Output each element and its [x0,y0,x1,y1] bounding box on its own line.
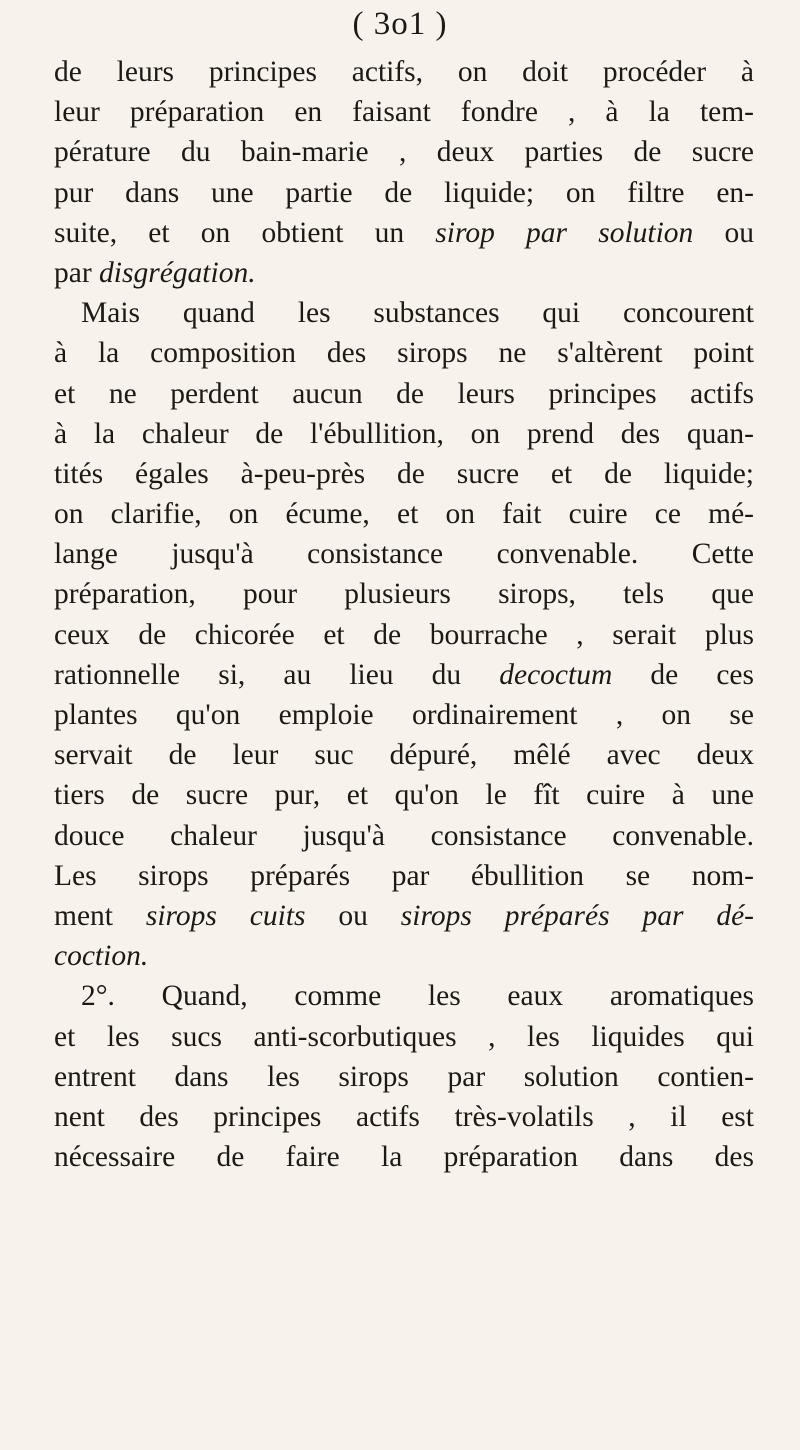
text-span: Les sirops préparés par ébullition se nom- [54,859,754,892]
body-text [54,52,754,1177]
text-line [54,655,754,695]
text-line [54,132,754,172]
text-span: tités égales à-peu-près de sucre et de liquide; [54,457,754,490]
italic-text: sirops cuits [145,899,306,932]
italic-text: sirop par solution [435,216,694,249]
text-span: de leurs principes actifs, on doit procéder à [54,56,754,88]
text-span: douce chaleur jusqu'à consistance convenable. [54,819,754,852]
text-span: servait de leur suc dépuré, mêlé avec deux [54,739,754,772]
text-span: pérature du bain-marie , deux parties de sucre [54,136,754,169]
text-span: leur préparation en faisant fondre , à la tem- [54,96,754,129]
text-line [54,52,754,92]
text-line [54,1137,754,1177]
text-line [54,293,754,333]
text-span: par [54,256,100,289]
text-line [54,414,754,454]
text-span: entrent dans les sirops par solution contien- [54,1060,754,1093]
text-span: à la chaleur de l'ébullition, on prend des quan- [54,417,754,450]
text-line [54,494,754,534]
text-line [54,1097,754,1137]
text-line [54,374,754,414]
italic-text: coction. [54,940,149,973]
italic-text: sirops préparés par dé- [400,899,754,932]
text-span: ou [693,216,755,249]
text-span: ment [54,899,146,932]
text-line [54,816,754,856]
text-line [54,695,754,735]
text-span: ou [305,899,401,932]
text-line [54,454,754,494]
text-line [54,735,754,775]
italic-text: disgrégation. [99,256,256,289]
text-span: de ces [612,658,754,691]
text-line [54,936,754,976]
text-line [54,574,754,614]
text-line [54,173,754,213]
text-line [54,333,754,373]
text-line [54,1057,754,1097]
page-number: ( 3o1 ) [352,6,448,42]
text-line [54,775,754,815]
text-span: nécessaire de faire la préparation dans des [54,1141,754,1174]
text-span: et ne perdent aucun de leurs principes actifs [54,377,754,410]
text-span: et les sucs anti-scorbutiques , les liquides qui [54,1020,754,1053]
text-line [54,253,754,293]
text-span: ceux de chicorée et de bourrache , serait plus [54,618,754,651]
text-span: rationnelle si, au lieu du [54,658,500,691]
text-span: on clarifie, on écume, et on fait cuire ce mé- [54,498,754,531]
italic-text: decoctum [499,658,613,691]
text-line [54,896,754,936]
text-span: suite, et on obtient un [54,216,436,249]
text-line [54,615,754,655]
text-line [54,92,754,132]
text-span: préparation, pour plusieurs sirops, tels que [54,578,754,611]
text-span: pur dans une partie de liquide; on filtre en- [54,176,754,209]
text-span: tiers de sucre pur, et qu'on le fît cuire à une [54,779,754,812]
text-span: à la composition des sirops ne s'altèrent point [54,337,754,370]
text-line [54,976,754,1016]
text-line [54,856,754,896]
text-span: 2°. Quand, comme les eaux aromatiques [81,980,754,1013]
text-span: plantes qu'on emploie ordinairement , on se [54,699,754,731]
text-span: lange jusqu'à consistance convenable. Cette [54,538,754,571]
text-span: nent des principes actifs très-volatils , il est [54,1100,754,1133]
text-line [54,534,754,574]
text-line [54,213,754,253]
text-span: Mais quand les substances qui concourent [81,297,754,330]
text-line [54,1017,754,1057]
